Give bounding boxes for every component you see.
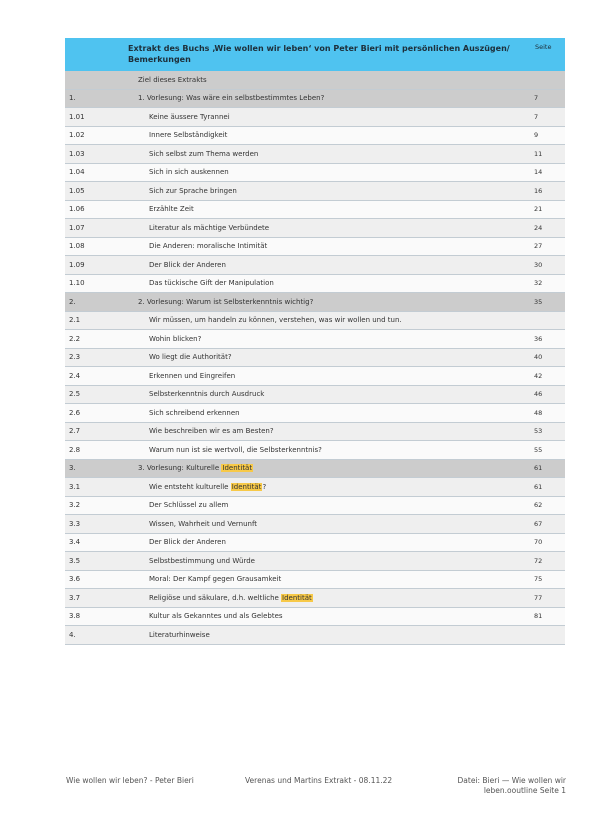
document-title: Extrakt des Buchs ‚Wie wollen wir leben‘ von Peter Bieri mit persönlichen Auszügen/ Bemerkungen (128, 44, 510, 64)
section-title (138, 94, 324, 102)
section-title (149, 187, 237, 195)
toc-row[interactable] (65, 626, 565, 645)
page-number: 27 (534, 242, 543, 251)
section-title (149, 409, 240, 417)
section-title (149, 261, 226, 269)
section-title (149, 372, 235, 380)
section-number: 2.2 (69, 334, 81, 343)
section-number: 3.8 (69, 612, 81, 621)
page-number: 48 (534, 408, 543, 417)
footer-center: Verenas und Martins Extrakt - 08.11.22 (245, 776, 393, 785)
section-title (149, 353, 232, 361)
section-title-text: Warum nun ist sie wertvoll, die Selbsterkenntnis? (149, 445, 322, 454)
toc-row[interactable] (65, 441, 565, 460)
section-number: 2.7 (69, 427, 81, 436)
toc-row[interactable] (65, 127, 565, 146)
section-title (149, 205, 194, 213)
section-title-text: Sich in sich auskennen (149, 168, 229, 177)
toc-rows (65, 90, 565, 645)
toc-row[interactable] (65, 312, 565, 331)
section-title (149, 150, 258, 158)
section-number: 2. (69, 297, 76, 306)
page-number: 81 (534, 612, 543, 621)
section-title-text: Innere Selbständigkeit (149, 131, 228, 140)
section-title (149, 242, 267, 250)
page-number: 42 (534, 371, 543, 380)
section-number: 1.01 (69, 112, 85, 121)
section-title (149, 113, 230, 121)
toc-row[interactable] (65, 534, 565, 553)
section-title-suffix: ? (262, 482, 267, 491)
section-title-text: Religiöse und säkulare, d.h. weltliche (149, 593, 282, 602)
page-number: 9 (534, 131, 539, 140)
page-number: 61 (534, 482, 543, 491)
section-title (149, 612, 283, 620)
toc-row[interactable] (65, 386, 565, 405)
page-number: 32 (534, 279, 543, 288)
section-title-text: Moral: Der Kampf gegen Grausamkeit (149, 575, 282, 584)
section-title (149, 335, 201, 343)
section-number: 3. (69, 464, 76, 473)
page-number: 7 (534, 112, 539, 121)
section-title (149, 131, 227, 139)
section-title (149, 501, 228, 509)
section-title-text: Wohin blicken? (149, 334, 202, 343)
section-title-text: Selbstbestimmung und Würde (149, 556, 255, 565)
page-number: 11 (534, 149, 543, 158)
page-number: 36 (534, 334, 543, 343)
toc-row[interactable] (65, 238, 565, 257)
section-number: 1.06 (69, 205, 85, 214)
section-title-text: Selbsterkenntnis durch Ausdruck (149, 390, 265, 399)
toc-row[interactable] (65, 571, 565, 590)
section-number: 2.3 (69, 353, 81, 362)
toc-row[interactable] (65, 404, 565, 423)
section-number: 1.09 (69, 260, 85, 269)
toc-row[interactable] (65, 515, 565, 534)
page-number: 46 (534, 390, 543, 399)
toc-row[interactable] (65, 497, 565, 516)
section-number: 2.5 (69, 390, 81, 399)
section-title-text: Der Blick der Anderen (149, 538, 226, 547)
intro-row[interactable] (65, 71, 565, 90)
section-number: 1. (69, 94, 76, 103)
toc-row[interactable] (65, 608, 565, 627)
chapter-row[interactable] (65, 460, 565, 479)
section-number: 1.04 (69, 168, 85, 177)
page-number: 72 (534, 556, 543, 565)
section-number: 3.6 (69, 575, 81, 584)
page-number: 7 (534, 94, 539, 103)
section-number: 2.6 (69, 408, 81, 417)
page-number: 24 (534, 223, 543, 232)
toc-row[interactable] (65, 182, 565, 201)
page-number: 67 (534, 519, 543, 528)
section-title-text: Die Anderen: moralische Intimität (149, 242, 268, 251)
page-number: 40 (534, 353, 543, 362)
section-number: 3.7 (69, 593, 81, 602)
section-number: 2.4 (69, 371, 81, 380)
section-number: 1.08 (69, 242, 85, 251)
toc-row[interactable] (65, 145, 565, 164)
page-number: 35 (534, 297, 543, 306)
section-number: 3.4 (69, 538, 81, 547)
toc-row[interactable] (65, 330, 565, 349)
toc-row[interactable] (65, 478, 565, 497)
chapter-row[interactable] (65, 293, 565, 312)
page-number: 16 (534, 186, 543, 195)
toc-row[interactable] (65, 423, 565, 442)
section-title-text: Erkennen und Eingreifen (149, 371, 236, 380)
section-number: 3.1 (69, 482, 81, 491)
intro-title: Ziel dieses Extrakts (138, 75, 207, 84)
section-number: 2.1 (69, 316, 81, 325)
page-number: 14 (534, 168, 543, 177)
highlighted-term: Identität (222, 464, 253, 473)
toc-row[interactable] (65, 256, 565, 275)
section-number: 3.3 (69, 519, 81, 528)
toc-row[interactable] (65, 367, 565, 386)
section-title (138, 298, 313, 306)
section-title-text: Literaturhinweise (149, 630, 210, 639)
section-title (149, 631, 210, 639)
toc-row[interactable] (65, 552, 565, 571)
section-number: 1.05 (69, 186, 85, 195)
section-title-text: Wie beschreiben wir es am Besten? (149, 427, 274, 436)
section-title (138, 464, 253, 472)
section-title (149, 594, 313, 602)
footer-right: Datei: Bieri — Wie wollen wir leben.ooutline Seite 1 (457, 776, 566, 795)
section-title-text: Wir müssen, um handeln zu können, verstehen, was wir wollen und tun. (149, 316, 402, 325)
section-number: 1.02 (69, 131, 85, 140)
section-title-text: Erzählte Zeit (149, 205, 194, 214)
section-title-text: Der Blick der Anderen (149, 260, 226, 269)
page-number: 75 (534, 575, 543, 584)
toc-row[interactable] (65, 201, 565, 220)
toc-row[interactable] (65, 164, 565, 183)
section-title-text: Sich zur Sprache bringen (149, 186, 237, 195)
page-number: 21 (534, 205, 543, 214)
section-title-text: Sich selbst zum Thema werden (149, 149, 259, 158)
section-number: 2.8 (69, 445, 81, 454)
page-number: 70 (534, 538, 543, 547)
page-number: 53 (534, 427, 543, 436)
section-title-text: 3. Vorlesung: Kulturelle (138, 464, 222, 473)
section-title-text: Das tückische Gift der Manipulation (149, 279, 274, 288)
section-title (149, 575, 281, 583)
section-title-text: Keine äussere Tyrannei (149, 112, 230, 121)
section-title (149, 427, 274, 435)
toc-row[interactable] (65, 108, 565, 127)
section-number: 1.03 (69, 149, 85, 158)
toc-row[interactable] (65, 219, 565, 238)
section-title-text: Literatur als mächtige Verbündete (149, 223, 270, 232)
footer-left: Wie wollen wir leben? - Peter Bieri (66, 776, 194, 785)
section-number: 1.07 (69, 223, 85, 232)
section-title (149, 279, 274, 287)
section-title (149, 168, 229, 176)
section-title (149, 520, 257, 528)
page-number: 30 (534, 260, 543, 269)
page-number: 55 (534, 445, 543, 454)
table-of-contents (65, 38, 565, 645)
section-title-text: Kultur als Gekanntes und als Gelebtes (149, 612, 283, 621)
section-title-text: 1. Vorlesung: Was wäre ein selbstbestimmtes Leben? (138, 94, 325, 103)
section-title (149, 538, 226, 546)
section-number: 3.5 (69, 556, 81, 565)
toc-row[interactable] (65, 275, 565, 294)
toc-row[interactable] (65, 589, 565, 608)
section-number: 4. (69, 630, 76, 639)
section-title-text: Wo liegt die Authorität? (149, 353, 232, 362)
section-title-text: Wie entsteht kulturelle (149, 482, 231, 491)
section-title (149, 316, 402, 324)
section-title (149, 224, 269, 232)
section-title-text: Der Schlüssel zu allem (149, 501, 229, 510)
toc-row[interactable] (65, 349, 565, 368)
section-title (149, 483, 266, 491)
section-number: 3.2 (69, 501, 81, 510)
page-number: 61 (534, 464, 543, 473)
page-column-header: Seite (535, 43, 552, 51)
section-title (149, 390, 264, 398)
section-title-text: Wissen, Wahrheit und Vernunft (149, 519, 258, 528)
page-number: 62 (534, 501, 543, 510)
toc-header (65, 38, 565, 71)
section-title-text: Sich schreibend erkennen (149, 408, 240, 417)
page-number: 77 (534, 593, 543, 602)
section-title-text: 2. Vorlesung: Warum ist Selbsterkenntnis wichtig? (138, 297, 314, 306)
section-title (149, 557, 255, 565)
chapter-row[interactable] (65, 90, 565, 109)
section-title (149, 446, 322, 454)
highlighted-term: Identität (231, 482, 262, 491)
highlighted-term: Identität (282, 593, 312, 602)
section-number: 1.10 (69, 279, 85, 288)
